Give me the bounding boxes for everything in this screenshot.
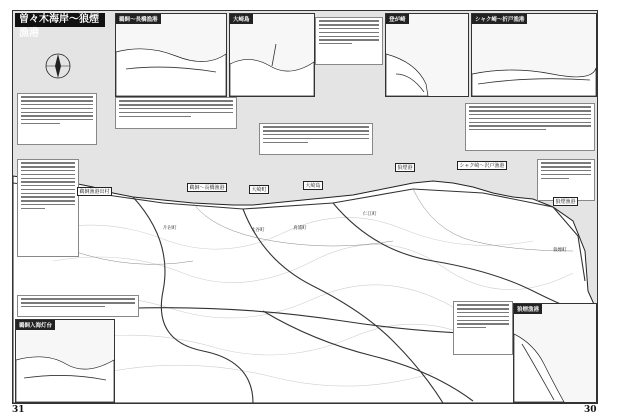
inset-bottom-left xyxy=(15,319,115,403)
inset-top4 xyxy=(471,13,597,97)
place-name: 大崎島 xyxy=(303,181,323,190)
page-number-right: 30 xyxy=(584,405,597,415)
place-name: シャク崎～沢戸漁港 xyxy=(457,161,507,170)
inset-title: 鵜飼～長橋漁港 xyxy=(116,14,161,24)
text-block xyxy=(465,103,595,151)
place-name: 狼煙漁港 xyxy=(553,197,578,206)
map-label: 大谷町 xyxy=(251,228,265,233)
inset-map xyxy=(116,14,226,96)
map-label: 片岩町 xyxy=(163,226,177,231)
inset-top1 xyxy=(115,13,227,97)
inset-top3 xyxy=(385,13,469,97)
map-label: 仁江町 xyxy=(363,212,377,217)
place-name: 狼煙港 xyxy=(395,163,415,172)
map-label: 狼煙町 xyxy=(553,248,567,253)
inset-map xyxy=(472,14,596,96)
inset-title: 大崎島 xyxy=(230,14,253,24)
text-block xyxy=(17,295,139,317)
inset-title: 狼煙漁港 xyxy=(514,304,542,314)
inset-map xyxy=(16,320,114,402)
inset-title: 登が崎 xyxy=(386,14,409,24)
inset-map xyxy=(230,14,314,96)
inset-top2 xyxy=(229,13,315,97)
place-name: 鵜飼～長橋漁港 xyxy=(187,183,227,192)
text-block xyxy=(537,159,595,201)
compass-icon xyxy=(43,51,73,81)
map-spread xyxy=(12,10,598,404)
inset-title: シャク崎～折戸漁港 xyxy=(472,14,527,24)
inset-bottom-right xyxy=(513,303,597,403)
text-block xyxy=(259,123,373,155)
inset-map xyxy=(514,304,596,402)
text-block xyxy=(315,17,383,65)
map-label: 真浦町 xyxy=(293,226,307,231)
inset-map xyxy=(386,14,468,96)
text-block xyxy=(453,301,513,355)
text-block xyxy=(115,97,237,129)
place-name: 鵜飼漁港出村 xyxy=(77,187,112,196)
inset-title: 鵜飼入海灯台 xyxy=(16,320,55,330)
page-title: 曽々木海岸～狼煙漁港 xyxy=(15,13,105,27)
text-block xyxy=(17,93,97,145)
text-block xyxy=(17,159,79,257)
place-name: 大崎町 xyxy=(249,185,269,194)
page-number-left: 31 xyxy=(12,405,25,415)
